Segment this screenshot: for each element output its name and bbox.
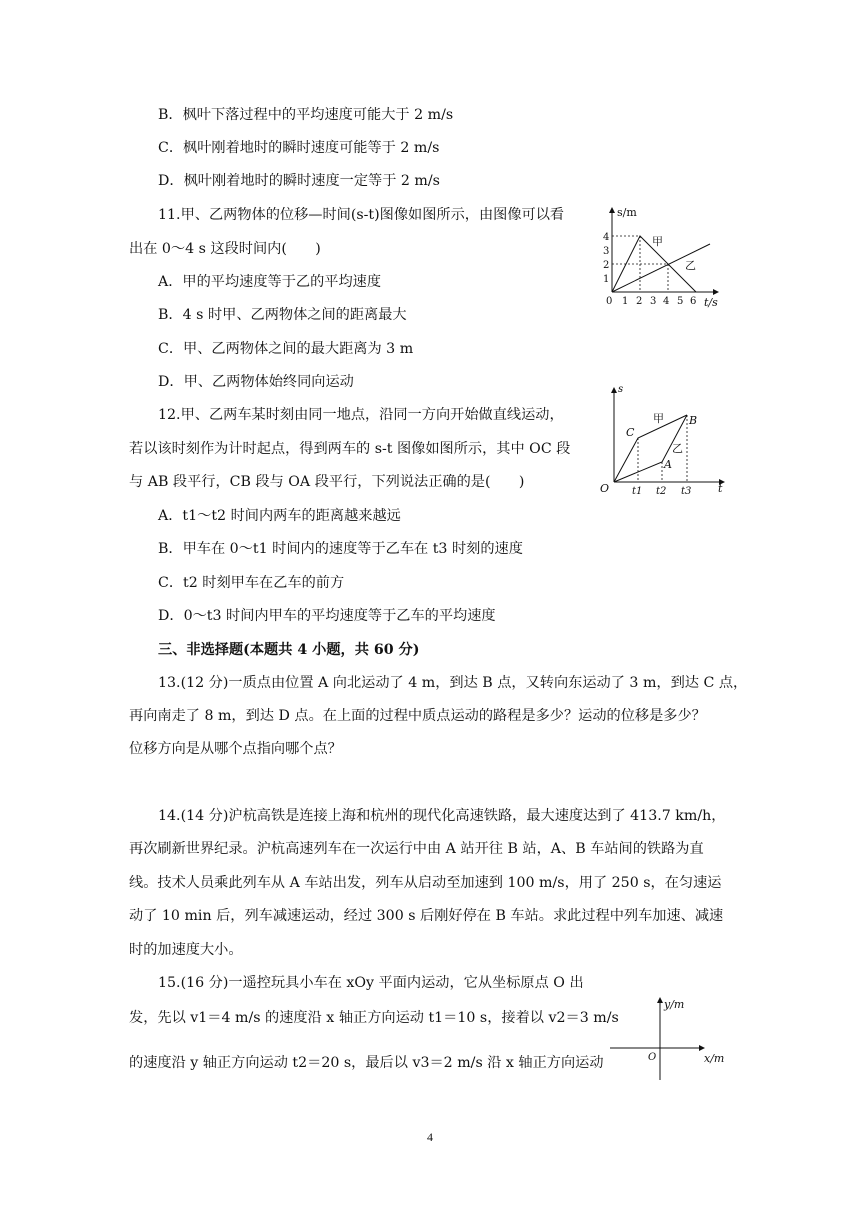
q11-y-tick: 3 <box>603 246 610 257</box>
q11-x-tick: 1 <box>622 296 629 307</box>
q12-t2-label: t2 <box>656 486 667 497</box>
q11-x-tick: 2 <box>636 296 643 307</box>
q12-point-b: B <box>689 414 698 427</box>
q15-y-axis-label: y/m <box>664 998 685 1011</box>
q12-option-d: D．0～t3 时间内甲车的平均速度等于乙车的平均速度 <box>158 608 496 624</box>
q15-x-axis-label: x/m <box>704 1052 725 1065</box>
q14-line5: 时的加速度大小。 <box>129 942 243 958</box>
q11-y-axis-label: s/m <box>617 206 637 219</box>
q11-x-tick: 3 <box>650 296 657 307</box>
q13-line3: 位移方向是从哪个点指向哪个点？ <box>129 741 342 757</box>
q15-line1: 15.(16 分)一遥控玩具小车在 xOy 平面内运动，它从坐标原点 O 出 <box>158 975 584 991</box>
q12-label-yi: 乙 <box>672 442 683 455</box>
q12-stem-line3: 与 AB 段平行，CB 段与 OA 段平行，下列说法正确的是( ) <box>129 474 525 490</box>
q11-x-tick: 0 <box>606 296 613 307</box>
q11-option-c: C．甲、乙两物体之间的最大距离为 3 m <box>158 341 414 357</box>
q12-t1-label: t1 <box>632 486 643 497</box>
q10-option-b: B．枫叶下落过程中的平均速度可能大于 2 m/s <box>158 107 454 123</box>
q14-line2: 再次刷新世界纪录。沪杭高速列车在一次运行中由 A 站开往 B 站，A、B 车站间的铁路为直 <box>129 841 704 857</box>
q15-line2: 发，先以 v1＝4 m/s 的速度沿 x 轴正方向运动 t1＝10 s，接着以 v2＝3 m/s <box>129 1010 619 1026</box>
q15-origin-label: O <box>648 1052 657 1063</box>
q11-y-tick: 1 <box>603 274 610 285</box>
q12-y-axis-label: s <box>618 384 624 395</box>
q11-option-d: D．甲、乙两物体始终同向运动 <box>158 374 354 390</box>
q15-line3: 的速度沿 y 轴正方向运动 t2＝20 s，最后以 v3＝2 m/s 沿 x 轴正方向运动 <box>129 1055 604 1071</box>
q11-y-tick: 2 <box>603 260 610 271</box>
q12-point-a: A <box>664 458 672 471</box>
q12-label-jia: 甲 <box>653 412 664 425</box>
q11-stem-line2: 出在 0～4 s 这段时间内( ) <box>129 241 321 257</box>
q10-option-c: C．枫叶刚着地时的瞬时速度可能等于 2 m/s <box>158 140 440 156</box>
q12-stem-line1: 12.甲、乙两车某时刻由同一地点，沿同一方向开始做直线运动， <box>158 407 564 423</box>
q12-t3-label: t3 <box>681 486 692 497</box>
q11-option-a: A．甲的平均速度等于乙的平均速度 <box>158 274 382 290</box>
q12-origin-label: O <box>600 482 610 495</box>
q12-option-b: B．甲车在 0～t1 时间内的速度等于乙车在 t3 时刻的速度 <box>158 541 523 557</box>
q12-option-a: A．t1～t2 时间内两车的距离越来越远 <box>158 508 401 524</box>
q11-st-graph <box>600 200 730 312</box>
q12-st-graph <box>598 382 730 500</box>
q14-line3: 线。技术人员乘此列车从 A 车站出发，列车从启动至加速到 100 m/s，用了 250 s，在匀速运 <box>129 875 722 891</box>
q11-x-tick: 4 <box>663 296 670 307</box>
q11-y-tick: 4 <box>603 232 610 243</box>
q11-x-tick: 6 <box>690 296 697 307</box>
q13-line2: 再向南走了 8 m，到达 D 点。在上面的过程中质点运动的路程是多少？运动的位移是多少？ <box>129 708 706 724</box>
q11-label-jia: 甲 <box>652 235 663 248</box>
q12-option-c: C．t2 时刻甲车在乙车的前方 <box>158 575 345 591</box>
q10-option-d: D．枫叶刚着地时的瞬时速度一定等于 2 m/s <box>158 173 440 189</box>
q11-x-tick: 5 <box>677 296 684 307</box>
page-number: 4 <box>427 1130 433 1144</box>
q11-option-b: B．4 s 时甲、乙两物体之间的距离最大 <box>158 307 407 323</box>
q12-point-c: C <box>626 426 635 439</box>
q12-x-axis-label: t <box>718 482 723 495</box>
q11-label-yi: 乙 <box>685 259 696 272</box>
q12-stem-line2: 若以该时刻作为计时起点，得到两车的 s-t 图像如图所示，其中 OC 段 <box>129 441 571 457</box>
q14-line4: 动了 10 min 后，列车减速运动，经过 300 s 后刚好停在 B 车站。求此过程中列车加速、减速 <box>129 908 724 924</box>
q15-xy-axes <box>608 992 734 1084</box>
q14-line1: 14.(14 分)沪杭高铁是连接上海和杭州的现代化高速铁路，最大速度达到了 413.7 km/h， <box>158 808 726 824</box>
section-3-heading: 三、非选择题(本题共 4 小题，共 60 分) <box>158 642 420 658</box>
q13-line1: 13.(12 分)一质点由位置 A 向北运动了 4 m，到达 B 点，又转向东运动了 3 m，到达 C 点， <box>158 675 748 691</box>
q11-x-axis-label: t/s <box>704 296 718 309</box>
q11-stem-line1: 11.甲、乙两物体的位移—时间(s-t)图像如图所示，由图像可以看 <box>158 207 565 223</box>
